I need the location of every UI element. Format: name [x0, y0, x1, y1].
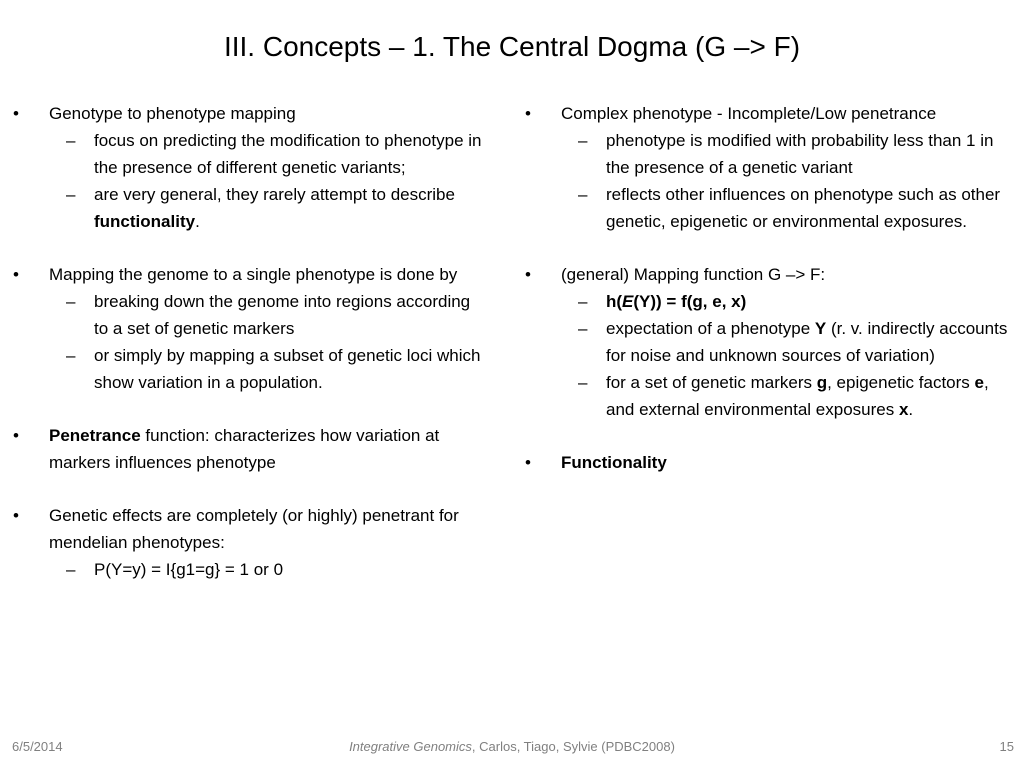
footer-authors: , Carlos, Tiago, Sylvie (PDBC2008) — [471, 739, 675, 754]
sub-bullet-text: for a set of genetic markers — [606, 373, 817, 392]
sub-bullet-text: are very general, they rarely attempt to describe — [94, 185, 455, 204]
bold-g: g — [816, 373, 828, 392]
bold-y: Y — [814, 319, 827, 338]
bullet-text: function: characterizes how variation at markers influences phenotype — [49, 426, 440, 472]
sub-bullet-text: breaking down the genome into regions according to a set of genetic markers — [94, 292, 471, 338]
dash-mark: – — [66, 292, 76, 311]
dash-mark: – — [578, 185, 588, 204]
bullet-text: Complex phenotype - Incomplete/Low penetrance — [561, 104, 937, 123]
formula — [606, 292, 746, 311]
sub-bullet-text: , epigenetic factors — [827, 373, 975, 392]
sub-bullet-other-influences — [522, 181, 1018, 235]
bullet-mapping-function — [522, 261, 1018, 288]
sub-bullet-probability-less — [522, 127, 1018, 181]
bold-x: x — [898, 400, 909, 419]
bullet-text: Genotype to phenotype mapping — [49, 104, 296, 123]
bullet-mark: • — [13, 265, 19, 284]
bold-e: e — [974, 373, 984, 392]
sub-bullet-formula — [522, 288, 1018, 315]
sub-bullet-probability-formula — [10, 556, 482, 583]
bullet-text: Mapping the genome to a single phenotype is done by — [49, 265, 458, 284]
bullet-mark: • — [525, 104, 531, 123]
sub-bullet-text: reflects other influences on phenotype such as other genetic, epigenetic or environmental exposures. — [606, 185, 1001, 231]
dash-mark: – — [578, 131, 588, 150]
bullet-mark: • — [525, 453, 531, 472]
footer-course-title: Integrative Genomics — [349, 739, 472, 754]
formula-part: h( — [606, 292, 623, 311]
sub-bullet-breaking-down — [10, 288, 482, 342]
footer-date: 6/5/2014 — [12, 739, 63, 754]
bullet-genotype-mapping — [10, 100, 482, 127]
bullet-mapping-genome — [10, 261, 482, 288]
dash-mark: – — [578, 292, 588, 311]
dash-mark: – — [66, 560, 76, 579]
formula-part: (Y)) = f(g, e, x) — [633, 292, 747, 311]
bullet-mark: • — [13, 426, 19, 445]
sub-bullet-text: phenotype is modified with probability less than 1 in the presence of a genetic variant — [606, 131, 994, 177]
footer-citation — [0, 738, 1024, 756]
bullet-genetic-effects — [10, 502, 482, 556]
bullet-functionality — [522, 449, 1018, 476]
dash-mark: – — [578, 319, 588, 338]
bullet-penetrance — [10, 422, 482, 476]
right-column — [522, 100, 1018, 476]
sub-bullet-text: (r. v. indirectly accounts for noise and unknown sources of variation) — [606, 319, 1008, 365]
slide-title: III. Concepts – 1. The Central Dogma (G –> F) — [223, 31, 801, 62]
sub-bullet-text: , and external environmental exposures — [606, 373, 989, 419]
dash-mark: – — [578, 373, 588, 392]
sub-bullet-text: expectation of a phenotype — [606, 319, 815, 338]
bullet-text: Genetic effects are completely (or highly) penetrant for mendelian phenotypes: — [49, 506, 459, 552]
bold-term-functionality: functionality — [94, 212, 196, 231]
bullet-text: (general) Mapping function G –> F: — [561, 265, 826, 284]
sub-bullet-text-end: . — [195, 212, 200, 231]
sub-bullet-text: focus on predicting the modification to phenotype in the presence of different genetic variants; — [94, 131, 482, 177]
sub-bullet-text: or simply by mapping a subset of genetic loci which show variation in a population. — [94, 346, 481, 392]
bullet-mark: • — [13, 506, 19, 525]
sub-bullet-expectation — [522, 315, 1018, 369]
sub-bullet-text: . — [908, 400, 914, 419]
bullet-mark: • — [525, 265, 531, 284]
bullet-complex-phenotype — [522, 100, 1018, 127]
sub-bullet-subset-loci — [10, 342, 482, 396]
left-column — [10, 100, 482, 583]
sub-bullet-general — [10, 181, 482, 235]
dash-mark: – — [66, 131, 76, 150]
dash-mark: – — [66, 346, 76, 365]
sub-bullet-markers-set — [522, 369, 1018, 423]
bullet-mark: • — [13, 104, 19, 123]
dash-mark: – — [66, 185, 76, 204]
bold-term-penetrance: Penetrance — [49, 426, 141, 445]
formula-italic-e: E — [622, 292, 634, 311]
bold-term-functionality: Functionality — [561, 453, 667, 472]
sub-bullet-focus — [10, 127, 482, 181]
footer-page-number: 15 — [999, 739, 1014, 754]
sub-bullet-text: P(Y=y) = I{g1=g} = 1 or 0 — [94, 560, 284, 579]
